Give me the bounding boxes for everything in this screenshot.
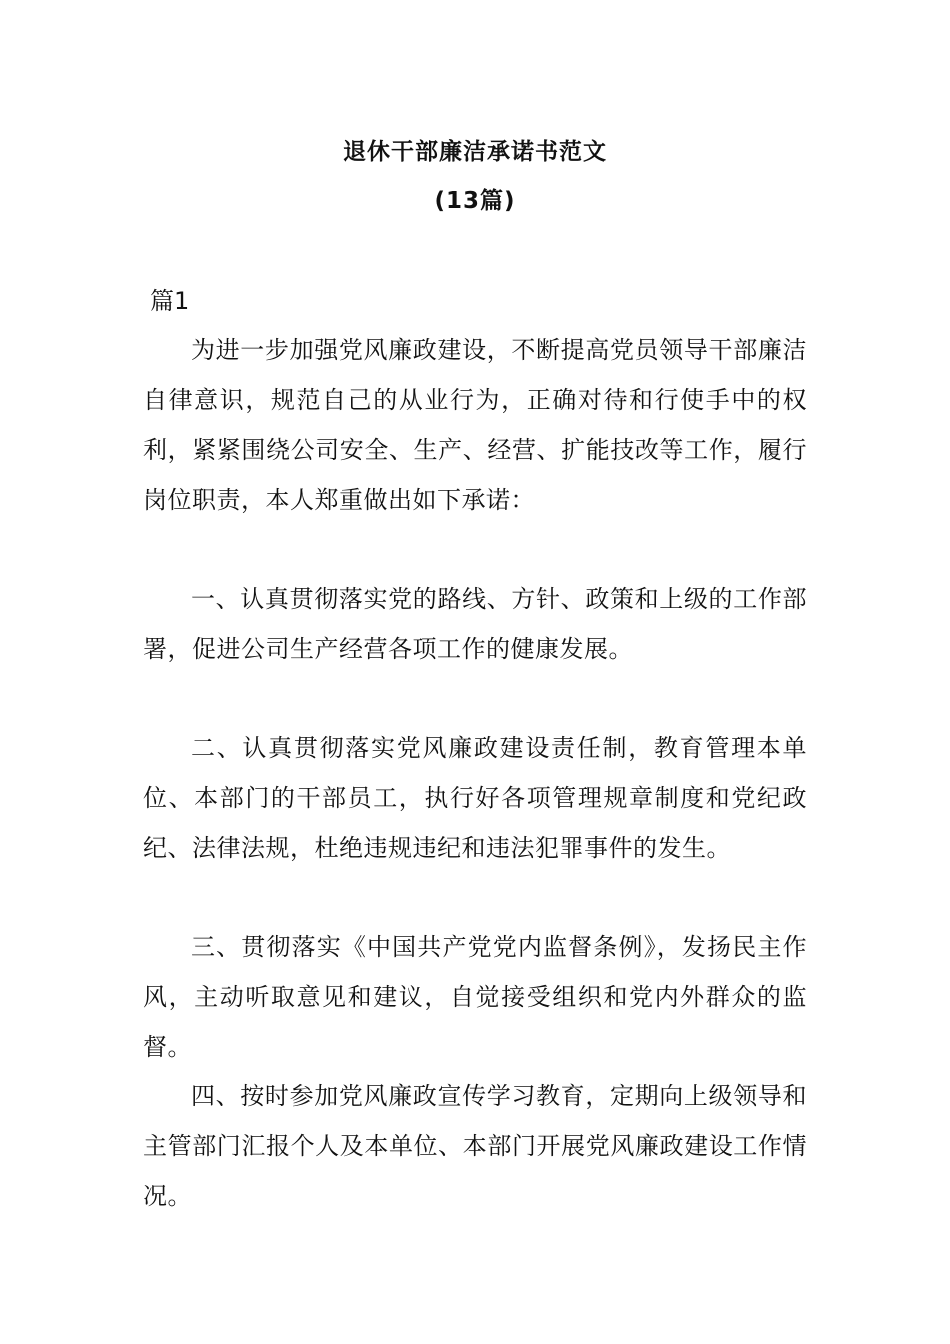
paragraph-item-3: 三、贯彻落实《中国共产党党内监督条例》，发扬民主作风，主动听取意见和建议，自觉接受组织和党内外群众的监督。	[143, 933, 807, 1061]
paragraph-item-1: 一、认真贯彻落实党的路线、方针、政策和上级的工作部署，促进公司生产经营各项工作的健康发展。	[143, 585, 807, 663]
paragraph-item-2: 二、认真贯彻落实党风廉政建设责任制，教育管理本单位、本部门的干部员工，执行好各项管理规章制度和党纪政纪、法律法规，杜绝违规违纪和违法犯罪事件的发生。	[143, 734, 807, 862]
document-title: 退休干部廉洁承诺书范文	[343, 139, 607, 165]
paragraph-intro: 为进一步加强党风廉政建设，不断提高党员领导干部廉洁自律意识，规范自己的从业行为，正确对待和行使手中的权利，紧紧围绕公司安全、生产、经营、扩能技改等工作，履行岗位职责，本人郑重做出如下承诺：	[143, 336, 807, 514]
section-label: 篇1	[150, 287, 190, 315]
paragraph-item-4: 四、按时参加党风廉政宣传学习教育，定期向上级领导和主管部门汇报个人及本单位、本部门开展党风廉政建设工作情况。	[143, 1082, 807, 1210]
document-subtitle: (13篇)	[434, 188, 516, 214]
